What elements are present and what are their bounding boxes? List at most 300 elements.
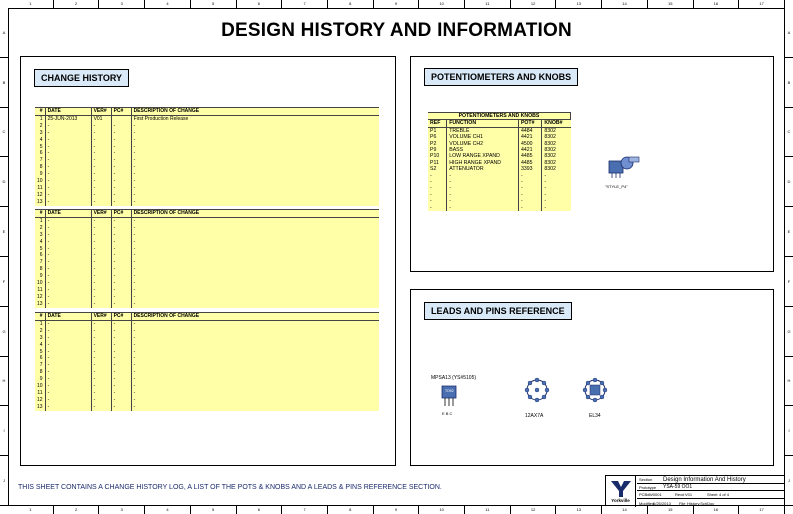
- table-cell: -: [45, 294, 91, 301]
- change-log-header: PC#: [111, 108, 131, 116]
- pots-header: POT#: [518, 120, 541, 127]
- table-cell: -: [45, 362, 91, 369]
- table-cell: 11: [37, 286, 43, 293]
- table-cell: 1: [39, 320, 43, 327]
- table-row: [35, 376, 379, 383]
- potentiometers-panel: [410, 56, 774, 272]
- tb-section-value: Design Information And History: [663, 476, 746, 483]
- title-block: [605, 475, 785, 506]
- ruler-row-letter: G: [0, 307, 8, 357]
- table-cell: -: [430, 179, 432, 186]
- row-ruler-right: [785, 8, 793, 506]
- table-cell: 9: [39, 171, 43, 178]
- table-cell: -: [45, 144, 91, 151]
- table-cell: 12: [37, 396, 43, 403]
- tb-file-value: History.SchDoc: [687, 500, 715, 506]
- table-cell: -: [131, 150, 379, 157]
- table-cell: -: [131, 362, 379, 369]
- table-cell: -: [447, 185, 519, 191]
- table-cell: -: [131, 217, 379, 224]
- tb-modified-row: [637, 499, 784, 507]
- table-row: [35, 259, 379, 266]
- table-cell: -: [91, 301, 111, 308]
- table-row: [35, 320, 379, 327]
- table-cell: -: [131, 171, 379, 178]
- table-cell: -: [111, 123, 131, 130]
- table-cell: -: [111, 157, 131, 164]
- table-row: [35, 362, 379, 369]
- pots-header: REF: [428, 120, 447, 127]
- table-cell: -: [131, 252, 379, 259]
- table-cell: -: [131, 144, 379, 151]
- ruler-row-letter: C: [785, 108, 793, 158]
- table-cell: -: [131, 383, 379, 390]
- table-cell: 2: [39, 327, 43, 334]
- table-row: [35, 404, 379, 411]
- table-cell: 4: [39, 136, 43, 143]
- table-cell: 7: [39, 259, 43, 266]
- table-cell: -: [131, 239, 379, 246]
- table-cell: -: [111, 362, 131, 369]
- ruler-column-number: 12: [511, 0, 557, 8]
- table-row: [428, 205, 571, 211]
- table-cell: -: [45, 130, 91, 137]
- change-log-header: DATE: [45, 313, 91, 321]
- tb-modified-label: Modified: [639, 500, 655, 506]
- table-cell: 11: [37, 389, 43, 396]
- ruler-column-number: 14: [602, 506, 648, 514]
- table-cell: -: [91, 157, 111, 164]
- table-cell: -: [131, 273, 379, 280]
- table-cell: -: [91, 232, 111, 239]
- table-cell: -: [111, 335, 131, 342]
- table-cell: -: [111, 130, 131, 137]
- table-cell: -: [111, 266, 131, 273]
- table-cell: -: [447, 179, 519, 185]
- table-cell: First Production Release: [131, 115, 379, 122]
- table-row: [35, 199, 379, 206]
- change-log-header: DESCRIPTION OF CHANGE: [131, 313, 379, 321]
- change-log-header: DESCRIPTION OF CHANGE: [131, 108, 379, 116]
- ruler-column-number: 2: [54, 506, 100, 514]
- table-row: [35, 342, 379, 349]
- tb-project-row: [637, 484, 784, 491]
- table-cell: -: [111, 328, 131, 335]
- table-cell: VOLUME CH2: [447, 141, 519, 147]
- table-cell: -: [111, 280, 131, 287]
- sheet-content: [8, 8, 785, 506]
- table-row: [35, 171, 379, 178]
- table-cell: -: [91, 287, 111, 294]
- table-cell: -: [91, 376, 111, 383]
- table-cell: -: [131, 404, 379, 411]
- table-cell: -: [131, 390, 379, 397]
- table-cell: -: [45, 164, 91, 171]
- table-cell: 13: [37, 300, 43, 307]
- transistor-body-label: TO92: [445, 389, 454, 393]
- table-row: [35, 280, 379, 287]
- pots-header: FUNCTION: [447, 120, 519, 127]
- table-cell: -: [91, 280, 111, 287]
- table-row: [35, 164, 379, 171]
- ruler-row-letter: J: [785, 456, 793, 506]
- table-row: [35, 239, 379, 246]
- ruler-column-number: 9: [374, 0, 420, 8]
- table-cell: 13: [37, 403, 43, 410]
- table-row: [35, 273, 379, 280]
- tb-file-label: File: [679, 500, 686, 506]
- table-cell: -: [131, 164, 379, 171]
- column-ruler-bottom: [8, 506, 785, 514]
- table-cell: -: [111, 178, 131, 185]
- table-cell: -: [45, 123, 91, 130]
- table-row: [35, 225, 379, 232]
- ruler-row-letter: G: [785, 307, 793, 357]
- table-cell: -: [111, 232, 131, 239]
- table-row: [35, 252, 379, 259]
- table-cell: -: [430, 185, 432, 192]
- ruler-row-letter: J: [0, 456, 8, 506]
- table-row: [35, 328, 379, 335]
- ruler-column-number: 9: [374, 506, 420, 514]
- ruler-column-number: 17: [739, 0, 785, 8]
- table-cell: -: [45, 349, 91, 356]
- change-log-header: PC#: [111, 313, 131, 321]
- tb-pcb-label: PCB#: [639, 492, 650, 497]
- ruler-row-letter: F: [785, 257, 793, 307]
- ruler-row-letter: F: [0, 257, 8, 307]
- table-cell: -: [91, 178, 111, 185]
- table-row: [35, 355, 379, 362]
- table-cell: -: [111, 199, 131, 206]
- ruler-row-letter: D: [785, 157, 793, 207]
- table-cell: -: [111, 390, 131, 397]
- change-log-header: #: [35, 313, 45, 321]
- table-row: [35, 150, 379, 157]
- table-cell: 25-JUN-2013: [45, 115, 91, 122]
- ruler-column-number: 15: [648, 506, 694, 514]
- table-cell: BASS: [447, 147, 519, 153]
- ruler-row-letter: A: [0, 8, 8, 58]
- ruler-row-letter: A: [785, 8, 793, 58]
- table-cell: 1: [39, 217, 43, 224]
- table-cell: -: [45, 252, 91, 259]
- table-cell: -: [91, 355, 111, 362]
- table-cell: -: [91, 320, 111, 327]
- pot-symbol-label: "STYLE_P4": [605, 184, 628, 189]
- table-cell: -: [542, 179, 571, 185]
- table-cell: -: [91, 335, 111, 342]
- table-cell: -: [447, 205, 519, 211]
- table-cell: -: [91, 362, 111, 369]
- table-cell: -: [111, 320, 131, 327]
- tb-rev-value: V01: [685, 492, 693, 497]
- ruler-column-number: 17: [739, 506, 785, 514]
- pots-table-caption: POTENTIOMETERS AND KNOBS: [428, 113, 571, 120]
- table-row: [35, 217, 379, 224]
- ruler-column-number: 4: [145, 0, 191, 8]
- table-cell: -: [45, 239, 91, 246]
- table-cell: -: [91, 266, 111, 273]
- table-cell: 8302: [542, 127, 571, 134]
- table-cell: -: [45, 192, 91, 199]
- table-cell: -: [111, 137, 131, 144]
- table-cell: -: [111, 259, 131, 266]
- table-cell: -: [45, 376, 91, 383]
- change-log-header: VER#: [91, 210, 111, 218]
- table-cell: -: [111, 376, 131, 383]
- table-cell: [111, 115, 131, 122]
- change-log-header: PC#: [111, 210, 131, 218]
- table-cell: -: [131, 199, 379, 206]
- table-cell: -: [91, 383, 111, 390]
- tube-12ax7-label: 12AX7A: [525, 413, 544, 419]
- table-row: [428, 127, 571, 134]
- change-log-table: [35, 209, 379, 308]
- table-cell: -: [111, 239, 131, 246]
- ruler-column-number: 2: [54, 0, 100, 8]
- table-cell: -: [447, 192, 519, 198]
- ruler-column-number: 11: [465, 0, 511, 8]
- table-cell: 5: [39, 143, 43, 150]
- ruler-column-number: 1: [8, 0, 54, 8]
- table-row: [35, 301, 379, 308]
- table-cell: -: [131, 185, 379, 192]
- table-cell: -: [131, 130, 379, 137]
- table-cell: -: [111, 397, 131, 404]
- ruler-column-number: 12: [511, 506, 557, 514]
- table-cell: -: [45, 150, 91, 157]
- table-row: [35, 383, 379, 390]
- table-cell: -: [430, 204, 432, 211]
- table-cell: -: [45, 355, 91, 362]
- table-cell: 8302: [542, 147, 571, 153]
- table-cell: S2: [430, 166, 437, 173]
- table-cell: -: [45, 320, 91, 327]
- table-cell: -: [518, 205, 541, 211]
- table-cell: -: [91, 390, 111, 397]
- ruler-column-number: 6: [237, 506, 283, 514]
- table-cell: -: [45, 280, 91, 287]
- table-cell: -: [111, 355, 131, 362]
- table-cell: -: [45, 199, 91, 206]
- table-cell: 8302: [542, 141, 571, 147]
- ruler-column-number: 15: [648, 0, 694, 8]
- table-cell: -: [518, 179, 541, 185]
- table-cell: ATTENUATOR: [447, 166, 519, 172]
- table-cell: 8: [39, 369, 43, 376]
- table-cell: -: [131, 320, 379, 327]
- table-cell: -: [131, 335, 379, 342]
- table-cell: -: [111, 164, 131, 171]
- table-cell: LOW RANGE XPAND: [447, 153, 519, 159]
- pots-table: [428, 112, 571, 211]
- table-cell: -: [111, 185, 131, 192]
- ruler-column-number: 13: [556, 506, 602, 514]
- table-cell: -: [518, 198, 541, 204]
- tb-section-label: Section: [639, 477, 653, 482]
- change-log-table: [35, 312, 379, 411]
- table-cell: -: [430, 198, 432, 205]
- table-row: [35, 192, 379, 199]
- table-cell: -: [91, 397, 111, 404]
- potentiometers-title: POTENTIOMETERS AND KNOBS: [424, 68, 578, 86]
- table-cell: P10: [430, 153, 440, 160]
- table-row: [35, 397, 379, 404]
- table-cell: -: [111, 301, 131, 308]
- table-cell: 1: [39, 115, 43, 122]
- table-cell: 5: [39, 348, 43, 355]
- table-cell: -: [111, 342, 131, 349]
- table-cell: -: [111, 369, 131, 376]
- table-cell: 12: [37, 191, 43, 198]
- table-cell: -: [518, 185, 541, 191]
- table-cell: 8302: [542, 134, 571, 140]
- table-cell: -: [45, 342, 91, 349]
- table-cell: -: [91, 123, 111, 130]
- table-cell: -: [430, 191, 432, 198]
- table-cell: -: [91, 259, 111, 266]
- table-cell: -: [131, 157, 379, 164]
- change-history-title: CHANGE HISTORY: [34, 69, 129, 87]
- table-cell: -: [45, 137, 91, 144]
- table-cell: -: [91, 294, 111, 301]
- table-cell: 6: [39, 355, 43, 362]
- tube-el34-pinout-icon: [577, 372, 613, 408]
- ruler-row-letter: E: [0, 207, 8, 257]
- pots-header: KNOB#: [542, 120, 571, 127]
- ruler-column-number: 16: [694, 506, 740, 514]
- table-cell: 4421: [518, 134, 541, 140]
- table-row: [35, 123, 379, 130]
- table-cell: 4: [39, 238, 43, 245]
- table-cell: -: [131, 232, 379, 239]
- change-log-header: DESCRIPTION OF CHANGE: [131, 210, 379, 218]
- table-cell: -: [131, 246, 379, 253]
- tb-pcb-row: [637, 491, 784, 499]
- table-cell: -: [45, 301, 91, 308]
- table-cell: 3: [39, 129, 43, 136]
- table-row: [35, 144, 379, 151]
- table-cell: -: [45, 273, 91, 280]
- table-cell: 8302: [542, 160, 571, 166]
- table-cell: 13: [37, 198, 43, 205]
- table-row: [428, 153, 571, 159]
- table-cell: TREBLE: [447, 127, 519, 134]
- table-cell: 10: [37, 383, 43, 390]
- table-cell: VOLUME CH1: [447, 134, 519, 140]
- table-row: [35, 266, 379, 273]
- table-cell: 10: [37, 280, 43, 287]
- table-cell: -: [542, 192, 571, 198]
- ruler-row-letter: B: [785, 58, 793, 108]
- table-cell: 8302: [542, 166, 571, 172]
- change-history-panel: [20, 56, 396, 466]
- table-cell: 9: [39, 273, 43, 280]
- table-row: [35, 178, 379, 185]
- column-ruler-top: [8, 0, 785, 8]
- table-row: [35, 185, 379, 192]
- ruler-column-number: 8: [328, 0, 374, 8]
- table-cell: 7: [39, 157, 43, 164]
- table-cell: -: [131, 192, 379, 199]
- table-cell: -: [91, 130, 111, 137]
- table-cell: -: [111, 150, 131, 157]
- table-cell: -: [45, 259, 91, 266]
- table-cell: -: [447, 198, 519, 204]
- table-cell: -: [45, 171, 91, 178]
- table-cell: -: [111, 217, 131, 224]
- table-cell: -: [111, 383, 131, 390]
- table-cell: P2: [430, 140, 437, 147]
- tb-project-value: YSA-59 OO1: [663, 484, 693, 490]
- ruler-column-number: 6: [237, 0, 283, 8]
- tb-sheet-value: 4 of 4: [719, 492, 730, 497]
- table-cell: -: [131, 178, 379, 185]
- table-cell: -: [131, 280, 379, 287]
- table-cell: -: [111, 287, 131, 294]
- transistor-label: MPSA13 (YS#5105): [431, 375, 477, 381]
- table-row: [35, 390, 379, 397]
- table-cell: HIGH RANGE XPAND: [447, 160, 519, 166]
- table-cell: -: [91, 150, 111, 157]
- tb-sheet-label: Sheet: [707, 492, 718, 497]
- ruler-column-number: 10: [419, 0, 465, 8]
- table-cell: 3: [39, 231, 43, 238]
- table-cell: -: [91, 239, 111, 246]
- change-log-header: DATE: [45, 108, 91, 116]
- table-cell: -: [131, 294, 379, 301]
- table-row: [35, 369, 379, 376]
- table-cell: -: [447, 173, 519, 179]
- ruler-column-number: 4: [145, 506, 191, 514]
- change-log-header: VER#: [91, 108, 111, 116]
- table-cell: -: [131, 259, 379, 266]
- table-cell: -: [131, 349, 379, 356]
- table-cell: -: [111, 404, 131, 411]
- table-cell: 4485: [518, 153, 541, 159]
- table-cell: -: [430, 172, 432, 179]
- table-cell: -: [111, 349, 131, 356]
- table-cell: 8: [39, 266, 43, 273]
- table-cell: 11: [37, 184, 43, 191]
- ruler-column-number: 5: [191, 0, 237, 8]
- ruler-row-letter: B: [0, 58, 8, 108]
- row-ruler-left: [0, 8, 8, 506]
- page-title: DESIGN HISTORY AND INFORMATION: [221, 20, 572, 41]
- table-cell: -: [91, 144, 111, 151]
- change-log-table: [35, 107, 379, 206]
- table-cell: 8302: [542, 153, 571, 159]
- table-cell: -: [45, 157, 91, 164]
- table-cell: V01: [91, 115, 111, 122]
- table-cell: -: [91, 185, 111, 192]
- ruler-column-number: 13: [556, 0, 602, 8]
- ruler-row-letter: H: [785, 357, 793, 407]
- ruler-column-number: 14: [602, 0, 648, 8]
- table-cell: -: [91, 342, 111, 349]
- table-cell: -: [111, 246, 131, 253]
- table-cell: 4485: [518, 160, 541, 166]
- table-cell: -: [111, 144, 131, 151]
- change-log-header: #: [35, 210, 45, 218]
- ruler-column-number: 5: [191, 506, 237, 514]
- table-cell: -: [91, 199, 111, 206]
- table-cell: 4500: [518, 141, 541, 147]
- table-cell: -: [45, 185, 91, 192]
- table-cell: -: [111, 252, 131, 259]
- ruler-row-letter: C: [0, 108, 8, 158]
